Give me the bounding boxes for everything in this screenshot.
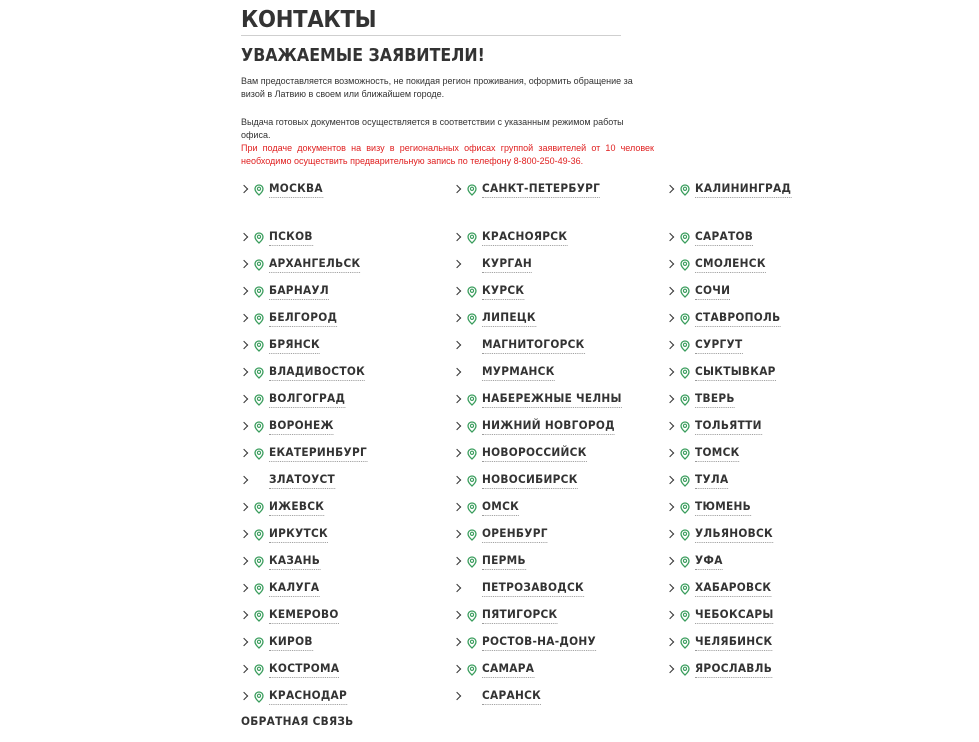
city-link[interactable] xyxy=(454,552,530,572)
map-pin-icon xyxy=(253,637,265,649)
chevron-right-icon xyxy=(453,185,461,193)
city-name[interactable]: СОЧИ xyxy=(695,284,730,300)
page-subtitle: УВАЖАЕМЫЕ ЗАЯВИТЕЛИ! xyxy=(241,45,485,66)
chevron-right-icon xyxy=(666,287,674,295)
map-pin-icon xyxy=(679,637,691,649)
city-name[interactable]: КЕМЕРОВО xyxy=(269,608,339,624)
city-name[interactable]: НИЖНИЙ НОВГОРОД xyxy=(482,419,615,435)
city-link[interactable] xyxy=(454,687,546,707)
map-pin-icon xyxy=(253,529,265,541)
city-name[interactable]: КРАСНОДАР xyxy=(269,689,347,705)
intro-paragraph: Вам предоставляется возможность, не покидая регион проживания, оформить обращение за визой в Латвию в своем или ближайшем городе. xyxy=(241,76,633,99)
city-link[interactable] xyxy=(241,417,339,437)
map-pin-icon xyxy=(253,583,265,595)
city-name[interactable]: ВОРОНЕЖ xyxy=(269,419,334,435)
city-name[interactable]: КАЛУГА xyxy=(269,581,319,597)
city-link[interactable] xyxy=(241,336,324,356)
map-pin-icon xyxy=(466,556,478,568)
city-name[interactable]: БАРНАУЛ xyxy=(269,284,329,300)
city-name[interactable]: НОВОРОССИЙСК xyxy=(482,446,587,462)
map-pin-icon xyxy=(253,610,265,622)
map-pin-icon xyxy=(679,286,691,298)
city-link[interactable] xyxy=(241,309,343,329)
chevron-right-icon xyxy=(666,584,674,592)
city-name[interactable]: ПСКОВ xyxy=(269,230,313,246)
city-link[interactable] xyxy=(667,228,758,248)
map-pin-icon xyxy=(679,529,691,541)
chevron-right-icon xyxy=(453,341,461,349)
map-pin-icon xyxy=(253,664,265,676)
city-link[interactable] xyxy=(454,579,593,599)
city-link[interactable] xyxy=(241,498,329,518)
map-pin-icon xyxy=(466,529,478,541)
city-link[interactable] xyxy=(241,282,334,302)
chevron-right-icon xyxy=(666,395,674,403)
city-name[interactable]: ПЕТРОЗАВОДСК xyxy=(482,581,584,597)
city-name[interactable]: САРАНСК xyxy=(482,689,541,705)
chevron-right-icon xyxy=(453,638,461,646)
city-name[interactable]: АРХАНГЕЛЬСК xyxy=(269,257,360,273)
map-pin-icon xyxy=(679,610,691,622)
chevron-right-icon xyxy=(453,584,461,592)
map-pin-icon xyxy=(679,664,691,676)
city-name[interactable]: ТОЛЬЯТТИ xyxy=(695,419,762,435)
city-name[interactable]: МУРМАНСК xyxy=(482,365,555,381)
map-pin-icon xyxy=(466,502,478,514)
city-link[interactable] xyxy=(454,471,586,491)
city-link[interactable] xyxy=(667,444,743,464)
city-name[interactable]: ВОЛГОГРАД xyxy=(269,392,345,408)
map-pin-icon xyxy=(679,394,691,406)
chevron-right-icon xyxy=(240,185,248,193)
city-name[interactable]: ЯРОСЛАВЛЬ xyxy=(695,662,772,678)
chevron-right-icon xyxy=(240,638,248,646)
map-pin-icon xyxy=(679,421,691,433)
map-pin-icon xyxy=(679,367,691,379)
chevron-right-icon xyxy=(240,233,248,241)
chevron-right-icon xyxy=(666,665,674,673)
city-link[interactable] xyxy=(454,606,564,626)
city-link[interactable] xyxy=(241,390,352,410)
city-link[interactable] xyxy=(241,633,317,653)
map-pin-icon xyxy=(253,421,265,433)
city-name[interactable]: СУРГУТ xyxy=(695,338,742,354)
map-pin-icon xyxy=(679,232,691,244)
map-pin-icon xyxy=(253,259,265,271)
chevron-right-icon xyxy=(240,692,248,700)
map-pin-icon xyxy=(679,313,691,325)
chevron-right-icon xyxy=(240,422,248,430)
group-warning-paragraph: При подаче документов на визу в региональных офисах группой заявителей от 10 человек необходимо осуществить предварительную запись по телефону 8-800-250-49-36. xyxy=(241,143,654,166)
city-link[interactable] xyxy=(667,363,783,383)
chevron-right-icon xyxy=(666,476,674,484)
city-link[interactable] xyxy=(667,606,780,626)
city-link[interactable] xyxy=(454,660,539,680)
city-link[interactable] xyxy=(667,552,725,572)
chevron-right-icon xyxy=(240,584,248,592)
city-link[interactable] xyxy=(667,660,779,680)
city-link[interactable] xyxy=(454,255,536,275)
map-pin-icon xyxy=(253,691,265,703)
city-link[interactable] xyxy=(241,606,345,626)
city-name[interactable]: НОВОСИБИРСК xyxy=(482,473,578,489)
map-pin-icon xyxy=(466,286,478,298)
map-pin-icon xyxy=(466,232,478,244)
map-pin-icon xyxy=(679,502,691,514)
city-link[interactable] xyxy=(454,498,522,518)
map-pin-icon xyxy=(253,286,265,298)
chevron-right-icon xyxy=(240,476,248,484)
map-pin-icon xyxy=(253,184,265,196)
chevron-right-icon xyxy=(240,368,248,376)
chevron-right-icon xyxy=(453,422,461,430)
city-link[interactable] xyxy=(241,444,376,464)
map-pin-icon xyxy=(253,313,265,325)
chevron-right-icon xyxy=(453,260,461,268)
map-pin-icon xyxy=(466,475,478,487)
map-pin-icon xyxy=(679,448,691,460)
map-pin-icon xyxy=(679,475,691,487)
city-name[interactable]: ЧЕБОКСАРЫ xyxy=(695,608,774,624)
city-name[interactable]: ПЕРМЬ xyxy=(482,554,526,570)
city-link[interactable] xyxy=(241,471,341,491)
chevron-right-icon xyxy=(240,611,248,619)
chevron-right-icon xyxy=(666,341,674,349)
city-name[interactable]: УФА xyxy=(695,554,723,570)
city-name[interactable]: КИРОВ xyxy=(269,635,313,651)
city-name[interactable]: БРЯНСК xyxy=(269,338,320,354)
map-pin-icon xyxy=(466,184,478,196)
chevron-right-icon xyxy=(453,233,461,241)
map-pin-icon xyxy=(466,610,478,622)
chevron-right-icon xyxy=(666,185,674,193)
map-pin-icon xyxy=(253,340,265,352)
chevron-right-icon xyxy=(453,476,461,484)
city-name[interactable]: СЫКТЫВКАР xyxy=(695,365,776,381)
chevron-right-icon xyxy=(453,530,461,538)
city-name[interactable]: СМОЛЕНСК xyxy=(695,257,766,273)
city-link[interactable] xyxy=(241,525,333,545)
city-name[interactable]: ИРКУТСК xyxy=(269,527,328,543)
chevron-right-icon xyxy=(240,341,248,349)
city-link[interactable] xyxy=(667,336,747,356)
chevron-right-icon xyxy=(453,611,461,619)
chevron-right-icon xyxy=(666,422,674,430)
city-link[interactable] xyxy=(241,552,325,572)
city-link[interactable] xyxy=(667,579,778,599)
city-link[interactable] xyxy=(667,255,772,275)
map-pin-icon xyxy=(466,637,478,649)
feedback-link[interactable]: ОБРАТНАЯ СВЯЗЬ xyxy=(241,714,354,728)
documents-paragraph: Выдача готовых документов осуществляется в соответствии с указанным режимом работы офиса. xyxy=(241,117,624,140)
chevron-right-icon xyxy=(240,665,248,673)
chevron-right-icon xyxy=(240,503,248,511)
city-link[interactable] xyxy=(454,363,561,383)
chevron-right-icon xyxy=(666,557,674,565)
city-link[interactable] xyxy=(454,444,596,464)
city-name[interactable]: КАЛИНИНГРАД xyxy=(695,182,791,198)
city-name[interactable]: ЕКАТЕРИНБУРГ xyxy=(269,446,367,462)
city-link[interactable] xyxy=(667,282,733,302)
map-pin-icon xyxy=(466,421,478,433)
city-name[interactable]: САРАТОВ xyxy=(695,230,753,246)
chevron-right-icon xyxy=(666,530,674,538)
city-link[interactable] xyxy=(454,180,610,200)
city-link[interactable] xyxy=(667,525,780,545)
city-name[interactable]: ТУЛА xyxy=(695,473,728,489)
map-pin-icon xyxy=(466,448,478,460)
chevron-right-icon xyxy=(666,638,674,646)
city-name[interactable]: СТАВРОПОЛЬ xyxy=(695,311,780,327)
city-link[interactable] xyxy=(454,228,575,248)
city-name[interactable]: ПЯТИГОРСК xyxy=(482,608,557,624)
chevron-right-icon xyxy=(666,611,674,619)
city-name[interactable]: КРАСНОЯРСК xyxy=(482,230,567,246)
city-name[interactable]: БЕЛГОРОД xyxy=(269,311,337,327)
map-pin-icon xyxy=(679,340,691,352)
city-link[interactable] xyxy=(454,525,553,545)
city-name[interactable]: САМАРА xyxy=(482,662,534,678)
city-link[interactable] xyxy=(667,180,800,200)
chevron-right-icon xyxy=(453,287,461,295)
chevron-right-icon xyxy=(240,260,248,268)
city-name[interactable]: ЗЛАТОУСТ xyxy=(269,473,335,489)
city-link[interactable] xyxy=(241,228,317,248)
chevron-right-icon xyxy=(240,395,248,403)
map-pin-icon xyxy=(253,367,265,379)
map-pin-icon xyxy=(253,394,265,406)
city-name[interactable]: ЛИПЕЦК xyxy=(482,311,536,327)
map-pin-icon xyxy=(253,232,265,244)
city-link[interactable] xyxy=(454,282,528,302)
chevron-right-icon xyxy=(453,368,461,376)
page-title: КОНТАКТЫ xyxy=(241,6,621,36)
city-link[interactable] xyxy=(667,498,756,518)
city-name[interactable]: ТВЕРЬ xyxy=(695,392,735,408)
chevron-right-icon xyxy=(666,233,674,241)
chevron-right-icon xyxy=(666,449,674,457)
city-name[interactable]: КОСТРОМА xyxy=(269,662,339,678)
map-pin-icon xyxy=(253,556,265,568)
city-name[interactable]: РОСТОВ-НА-ДОНУ xyxy=(482,635,596,651)
city-name[interactable]: ХАБАРОВСК xyxy=(695,581,771,597)
chevron-right-icon xyxy=(666,260,674,268)
map-pin-icon xyxy=(253,448,265,460)
city-link[interactable] xyxy=(241,180,328,200)
chevron-right-icon xyxy=(240,287,248,295)
city-link[interactable] xyxy=(241,687,354,707)
city-name[interactable]: ВЛАДИВОСТОК xyxy=(269,365,365,381)
map-pin-icon xyxy=(466,664,478,676)
chevron-right-icon xyxy=(453,503,461,511)
city-link[interactable] xyxy=(667,633,779,653)
map-pin-icon xyxy=(253,502,265,514)
city-link[interactable] xyxy=(454,309,541,329)
city-name[interactable]: КАЗАНЬ xyxy=(269,554,320,570)
city-name[interactable]: ИЖЕВСК xyxy=(269,500,324,516)
chevron-right-icon xyxy=(240,557,248,565)
map-pin-icon xyxy=(679,259,691,271)
city-link[interactable] xyxy=(667,417,768,437)
map-pin-icon xyxy=(679,583,691,595)
city-link[interactable] xyxy=(241,579,324,599)
city-link[interactable] xyxy=(241,660,345,680)
chevron-right-icon xyxy=(666,368,674,376)
map-pin-icon xyxy=(679,184,691,196)
chevron-right-icon xyxy=(453,557,461,565)
city-link[interactable] xyxy=(667,390,738,410)
chevron-right-icon xyxy=(453,692,461,700)
map-pin-icon xyxy=(679,556,691,568)
city-name[interactable]: МОСКВА xyxy=(269,182,323,198)
city-name[interactable]: ТЮМЕНЬ xyxy=(695,500,751,516)
map-pin-icon xyxy=(466,394,478,406)
city-name[interactable]: ЧЕЛЯБИНСК xyxy=(695,635,772,651)
city-name[interactable]: ОМСК xyxy=(482,500,519,516)
chevron-right-icon xyxy=(240,449,248,457)
city-link[interactable] xyxy=(241,363,373,383)
chevron-right-icon xyxy=(240,530,248,538)
city-name[interactable]: ТОМСК xyxy=(695,446,740,462)
city-link[interactable] xyxy=(454,390,634,410)
city-name[interactable]: САНКТ-ПЕТЕРБУРГ xyxy=(482,182,600,198)
city-name[interactable]: КУРГАН xyxy=(482,257,532,273)
city-name[interactable]: УЛЬЯНОВСК xyxy=(695,527,773,543)
chevron-right-icon xyxy=(666,314,674,322)
chevron-right-icon xyxy=(453,449,461,457)
city-name[interactable]: КУРСК xyxy=(482,284,524,300)
city-name[interactable]: НАБЕРЕЖНЫЕ ЧЕЛНЫ xyxy=(482,392,622,408)
city-link[interactable] xyxy=(454,633,606,653)
chevron-right-icon xyxy=(453,665,461,673)
city-link[interactable] xyxy=(241,255,368,275)
city-link[interactable] xyxy=(667,309,788,329)
city-link[interactable] xyxy=(667,471,731,491)
city-name[interactable]: ОРЕНБУРГ xyxy=(482,527,548,543)
chevron-right-icon xyxy=(453,395,461,403)
chevron-right-icon xyxy=(666,503,674,511)
map-pin-icon xyxy=(466,313,478,325)
city-name[interactable]: МАГНИТОГОРСК xyxy=(482,338,585,354)
city-link[interactable] xyxy=(454,417,626,437)
chevron-right-icon xyxy=(240,314,248,322)
city-link[interactable] xyxy=(454,336,594,356)
chevron-right-icon xyxy=(453,314,461,322)
